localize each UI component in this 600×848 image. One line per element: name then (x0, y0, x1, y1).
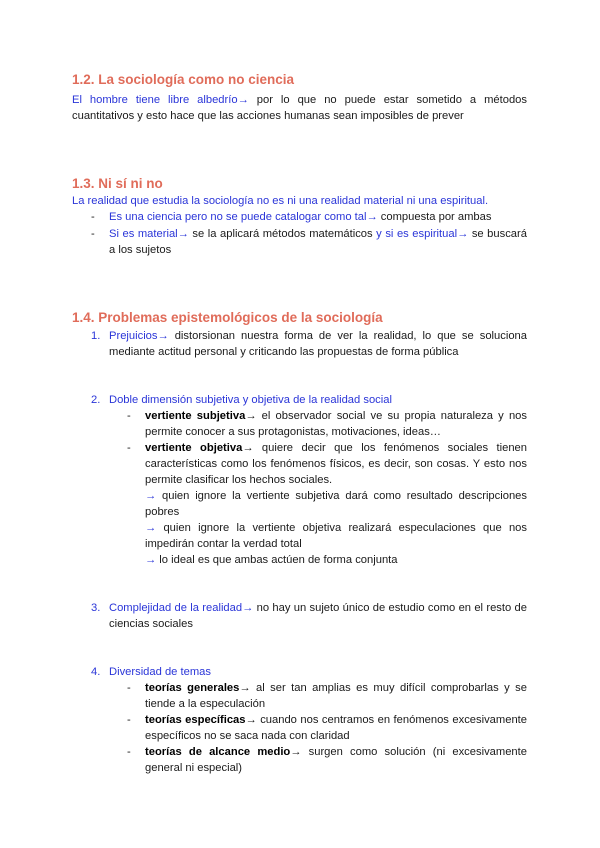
section-1-3-bullet-2 (109, 226, 527, 258)
section-1-3-title: 1.3. Ni sí ni no (72, 176, 163, 191)
list-number-4: 4. (91, 666, 101, 678)
arrow-note-1-text: quien ignore la vertiente subjetiva dará como resultado descripciones pobres (145, 490, 527, 518)
sub-item-vertiente-objetiva (145, 440, 527, 488)
term-vertiente-subjetiva: vertiente subjetiva (145, 410, 246, 422)
dash-bullet: - (127, 746, 131, 758)
sub-item-4-2-rest: → cuando nos centramos en fenómenos excesivamente específicos no se saca nada con claridad (145, 714, 528, 742)
arrow-note-2 (145, 520, 527, 552)
bullet-2-highlight-2: y si es espiritual→ (376, 228, 469, 240)
item-3-highlight: Complejidad de la realidad→ (109, 602, 254, 614)
list-number-3: 3. (91, 602, 101, 614)
arrow-note-2-text: quien ignore la vertiente objetiva realizará especulaciones que nos impedirán contar la verdad total (145, 522, 527, 550)
arrow-3: → (145, 554, 157, 566)
sub-item-4-1-rest: → al ser tan amplias es muy difícil comprobarlas y se tiende a la especulación (145, 682, 527, 710)
sub-item-4-3-rest: → surgen como solución (ni excesivamente general ni especial) (145, 746, 527, 774)
arrow-note-3-text: lo ideal es que ambas actúen de forma conjunta (156, 554, 398, 566)
sub-item-teorias-especificas (145, 712, 527, 744)
bullet-2-mid: se la aplicará métodos matemáticos (188, 228, 377, 240)
term-teorias-alcance-medio: teorías de alcance medio (145, 746, 291, 758)
dash-bullet: - (127, 714, 131, 726)
bullet-2-highlight-1: Si es material→ (109, 228, 189, 240)
list-item-complejidad (109, 600, 527, 632)
list-item-diversidad: Diversidad de temas (109, 666, 211, 678)
dash-bullet: - (127, 682, 131, 694)
dash-bullet: - (127, 442, 131, 454)
sub-item-teorias-generales (145, 680, 527, 712)
section-1-2-highlight: El hombre tiene libre albedrío→ (72, 94, 249, 106)
arrow-1: → (145, 490, 157, 502)
list-item-doble-dimension: Doble dimensión subjetiva y objetiva de la realidad social (109, 394, 392, 406)
dash-bullet: - (91, 211, 95, 223)
sub-item-1-rest: → el observador social ve su propia naturaleza y nos permite conocer a sus protagonistas, motivaciones, ideas… (145, 410, 527, 438)
list-item-prejuicios (109, 328, 527, 360)
sub-item-2-rest: → quiere decir que los fenómenos sociales tienen características como los fenómenos físicos, es decir, son cosas. Y esto nos permite clasificar los hechos sociales. (145, 442, 527, 486)
item-3-rest: no hay un sujeto único de estudio como en el resto de ciencias sociales (109, 602, 527, 630)
term-teorias-especificas: teorías específicas (145, 714, 246, 726)
section-1-3-bullet-1 (109, 209, 527, 225)
bullet-2-rest: se buscará a los sujetos (109, 228, 527, 256)
section-1-4-title: 1.4. Problemas epistemológicos de la sociología (72, 310, 383, 325)
section-1-3-intro: La realidad que estudia la sociología no es ni una realidad material ni una espiritual. (72, 195, 489, 207)
dash-bullet: - (91, 228, 95, 240)
bullet-1-highlight: Es una ciencia pero no se puede catalogar como tal→ (109, 211, 378, 223)
arrow-note-1 (145, 488, 527, 520)
dash-bullet: - (127, 410, 131, 422)
section-1-2-title: 1.2. La sociología como no ciencia (72, 72, 295, 87)
list-number-1: 1. (91, 330, 101, 342)
section-1-2-text (72, 92, 527, 124)
term-vertiente-objetiva: vertiente objetiva (145, 442, 243, 454)
list-number-2: 2. (91, 394, 101, 406)
arrow-2: → (145, 522, 157, 534)
item-1-highlight: Prejuicios→ (109, 330, 169, 342)
bullet-1-rest: compuesta por ambas (377, 211, 492, 223)
sub-item-vertiente-subjetiva (145, 408, 527, 440)
item-1-rest: distorsionan nuestra forma de ver la realidad, lo que se soluciona mediante actitud personal y criticando las propuestas de forma pública (109, 330, 527, 358)
term-teorias-generales: teorías generales (145, 682, 240, 694)
sub-item-teorias-alcance-medio (145, 744, 527, 776)
section-1-2-rest: por lo que no puede estar sometido a métodos cuantitativos y esto hace que las acciones humanas sean imposibles de prever (72, 94, 527, 122)
arrow-note-3 (145, 552, 527, 568)
